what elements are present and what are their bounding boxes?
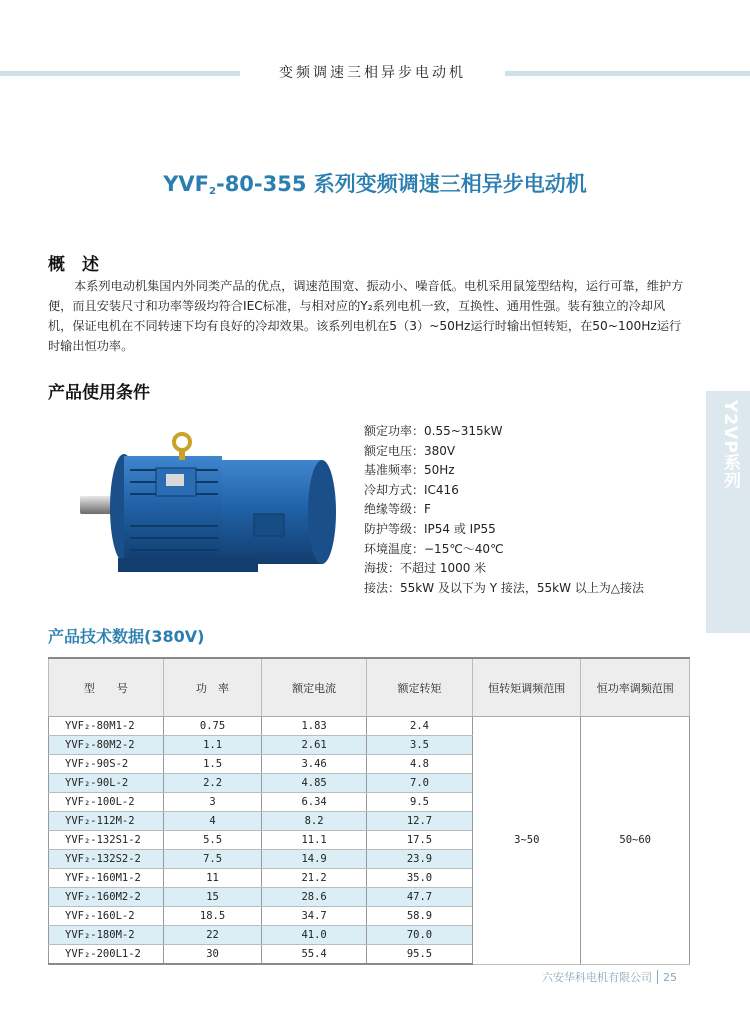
- cell-torque: 58.9: [366, 907, 472, 926]
- cell-model: YVF₂-180M-2: [49, 926, 164, 945]
- cell-model: YVF₂-132S2-2: [49, 850, 164, 869]
- title-suffix: -80-355 系列变频调速三相异步电动机: [215, 172, 587, 196]
- cell-model: YVF₂-200L1-2: [49, 945, 164, 965]
- overview-text: 本系列电动机集国内外同类产品的优点，调速范围宽、振动小、噪音低。电机采用鼠笼型结构，运行可靠，维护方便，而且安装尺寸和功率等级均符合IEC标准，与相对应的Y₂系列电机一致，互换性、通用性强。装有独立的冷却风机，保证电机在不同转速下均有良好的冷却效果。该系列电机在5（3）~50Hz运行时输出恒转矩，在50~100Hz运行时输出恒功率。: [48, 279, 684, 353]
- cell-current: 41.0: [262, 926, 366, 945]
- cell-power: 22: [163, 926, 262, 945]
- column-header: 额定转矩: [366, 658, 472, 717]
- cell-torque: 2.4: [366, 717, 472, 736]
- fan-end-cover: [308, 460, 336, 564]
- cell-torque: 7.0: [366, 774, 472, 793]
- column-header: 恒转矩调频范围: [473, 658, 581, 717]
- column-header: 型 号: [49, 658, 164, 717]
- column-header: 功 率: [163, 658, 262, 717]
- motor-feet: [118, 558, 258, 572]
- table-row: [49, 717, 690, 736]
- cell-torque: 70.0: [366, 926, 472, 945]
- cell-torque: 9.5: [366, 793, 472, 812]
- torque-range-cell: 3~50: [473, 717, 581, 965]
- spec-item: 额定电压：380V: [364, 443, 456, 458]
- tech-data-table: [48, 657, 690, 965]
- cell-power: 30: [163, 945, 262, 965]
- nameplate: [166, 474, 184, 486]
- cell-model: YVF₂-90L-2: [49, 774, 164, 793]
- cell-current: 55.4: [262, 945, 366, 965]
- cell-torque: 47.7: [366, 888, 472, 907]
- cell-power: 4: [163, 812, 262, 831]
- page-footer: [542, 969, 677, 985]
- cell-current: 34.7: [262, 907, 366, 926]
- spec-item: 额定功率：0.55~315kW: [364, 424, 503, 438]
- spec-item: 环境温度：−15℃～40℃: [364, 541, 504, 556]
- cell-current: 3.46: [262, 755, 366, 774]
- cell-model: YVF₂-80M1-2: [49, 717, 164, 736]
- spec-item: 防护等级：IP54 或 IP55: [364, 521, 496, 536]
- cell-torque: 17.5: [366, 831, 472, 850]
- conditions-heading: 产品使用条件: [48, 383, 150, 403]
- cell-current: 1.83: [262, 717, 366, 736]
- cell-current: 6.34: [262, 793, 366, 812]
- spec-item: 基准频率：50Hz: [364, 463, 455, 478]
- cell-power: 5.5: [163, 831, 262, 850]
- spec-item: 绝缘等级：F: [364, 502, 431, 517]
- lifting-eye: [174, 434, 190, 450]
- motor-image: [78, 430, 338, 595]
- cell-model: YVF₂-112M-2: [49, 812, 164, 831]
- spec-item: 海拔：不超过 1000 米: [364, 561, 487, 576]
- fan-junction-box: [254, 514, 284, 536]
- cell-power: 15: [163, 888, 262, 907]
- side-tab-label: Y2VP系列: [720, 400, 740, 490]
- column-header: 恒功率调频范围: [581, 658, 690, 717]
- cell-current: 8.2: [262, 812, 366, 831]
- cell-torque: 12.7: [366, 812, 472, 831]
- spec-item: 冷却方式：IC416: [364, 482, 459, 497]
- cell-model: YVF₂-90S-2: [49, 755, 164, 774]
- title-prefix: YVF: [163, 172, 210, 196]
- cell-power: 2.2: [163, 774, 262, 793]
- cell-torque: 4.8: [366, 755, 472, 774]
- cell-power: 11: [163, 869, 262, 888]
- overview-heading: 概 述: [48, 255, 99, 275]
- header-title: 变频调速三相异步电动机: [279, 65, 466, 81]
- cell-model: YVF₂-160M2-2: [49, 888, 164, 907]
- cell-current: 2.61: [262, 736, 366, 755]
- cell-power: 7.5: [163, 850, 262, 869]
- cooling-fan-housing: [222, 460, 322, 564]
- spec-item: 接法：55kW 及以下为 Y 接法，55kW 以上为△接法: [364, 580, 644, 595]
- column-header: 额定电流: [262, 658, 366, 717]
- cell-current: 21.2: [262, 869, 366, 888]
- cell-current: 28.6: [262, 888, 366, 907]
- cell-model: YVF₂-160L-2: [49, 907, 164, 926]
- cell-torque: 95.5: [366, 945, 472, 965]
- cell-current: 14.9: [262, 850, 366, 869]
- cell-power: 0.75: [163, 717, 262, 736]
- cell-model: YVF₂-100L-2: [49, 793, 164, 812]
- header-rule-right: [505, 71, 750, 76]
- cell-torque: 3.5: [366, 736, 472, 755]
- page-number: 25: [663, 971, 677, 984]
- spec-list: [364, 422, 644, 598]
- cell-power: 3: [163, 793, 262, 812]
- cell-model: YVF₂-160M1-2: [49, 869, 164, 888]
- power-range-cell: 50~60: [581, 717, 690, 965]
- company-name: 六安华科电机有限公司: [542, 971, 652, 984]
- header-rule-left: [0, 71, 240, 76]
- cell-torque: 23.9: [366, 850, 472, 869]
- cell-model: YVF₂-80M2-2: [49, 736, 164, 755]
- cell-power: 18.5: [163, 907, 262, 926]
- cell-torque: 35.0: [366, 869, 472, 888]
- cell-current: 11.1: [262, 831, 366, 850]
- footer-divider: [657, 970, 658, 984]
- cell-current: 4.85: [262, 774, 366, 793]
- cell-model: YVF₂-132S1-2: [49, 831, 164, 850]
- table-header-row: [49, 658, 690, 717]
- page-title: [0, 168, 750, 198]
- cell-power: 1.1: [163, 736, 262, 755]
- title-subscript: 2: [209, 186, 216, 197]
- cell-power: 1.5: [163, 755, 262, 774]
- tech-data-heading: 产品技术数据(380V): [48, 627, 205, 646]
